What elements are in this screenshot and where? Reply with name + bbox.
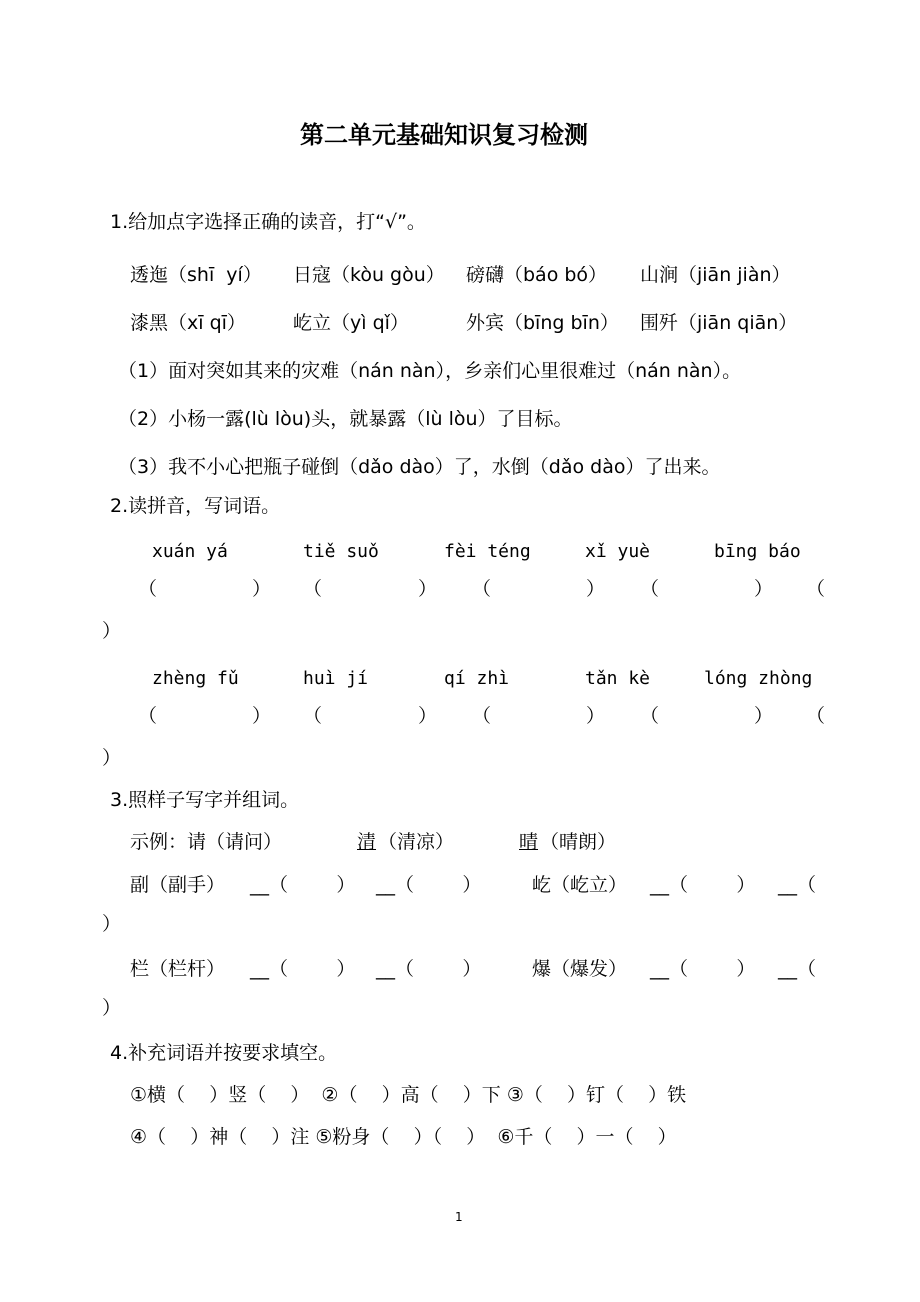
answer-blank-open[interactable]: （	[640, 578, 660, 600]
q1-option-8: 围歼（jiān qiān）	[640, 312, 798, 334]
answer-blank-close: ）	[754, 578, 774, 600]
q4-line-1: ①横（ ）竖（ ） ②（ ）高（ ）下 ③（ ）钉（ ）铁	[130, 1084, 687, 1106]
pinyin-item: lóng zhòng	[704, 668, 813, 689]
pinyin-item: tiě suǒ	[303, 541, 379, 562]
q1-option-4: 山涧（jiān jiàn）	[640, 264, 791, 286]
q4-line-2: ④（ ）神（ ）注 ⑤粉身（ ）（ ） ⑥千（ ）一（ ）	[130, 1126, 677, 1148]
q3-answer-blank[interactable]: __（	[778, 874, 817, 896]
pinyin-item: fèi téng	[444, 541, 531, 562]
question-3-heading: 3.照样子写字并组词。	[110, 789, 300, 811]
q3-blank-close: ）	[102, 997, 122, 1019]
q1-option-2: 日寇（kòu gòu）	[293, 264, 445, 286]
answer-blank-open[interactable]: （	[472, 578, 492, 600]
answer-blank-close: ）	[586, 578, 606, 600]
pinyin-item: tǎn kè	[585, 668, 651, 689]
pinyin-item: xuán yá	[152, 541, 228, 562]
answer-blank-close: ）	[252, 578, 272, 600]
answer-blank-open[interactable]: （	[138, 578, 158, 600]
q1-option-6: 屹立（yì qǐ）	[293, 312, 409, 334]
q3-base-word: 栏（栏杆）	[130, 958, 226, 980]
question-1-heading: 1.给加点字选择正确的读音，打“√”。	[110, 211, 426, 233]
page-title: 第二单元基础知识复习检测	[300, 121, 588, 149]
answer-blank-close: ）	[252, 705, 272, 727]
q3-base-word: 屹（屹立）	[532, 874, 628, 896]
answer-blank-close: ）	[418, 705, 438, 727]
example-char-2: 晴	[519, 831, 539, 853]
example-label: 示例：请（请问）	[130, 831, 283, 853]
pinyin-item: xǐ yuè	[585, 541, 651, 562]
q1-option-7: 外宾（bīng bīn）	[466, 312, 619, 334]
pinyin-item: zhèng fǔ	[152, 668, 239, 689]
q3-answer-blank[interactable]: __（ ）	[250, 874, 356, 896]
q3-answer-blank[interactable]: __（ ）	[376, 874, 482, 896]
question-4-heading: 4.补充词语并按要求填空。	[110, 1042, 338, 1064]
answer-blank-close: ）	[418, 578, 438, 600]
q3-base-word: 爆（爆发）	[532, 958, 628, 980]
q3-blank-close: ）	[102, 913, 122, 935]
answer-blank-open[interactable]: （	[303, 705, 323, 727]
answer-blank-open[interactable]: （	[472, 705, 492, 727]
answer-blank-close: ）	[102, 620, 122, 642]
q1-option-3: 磅礴（báo bó）	[466, 264, 608, 286]
q3-answer-blank[interactable]: __（ ）	[250, 958, 356, 980]
answer-blank-open[interactable]: （	[640, 705, 660, 727]
example-char-1: 清	[357, 831, 377, 853]
q3-answer-blank[interactable]: __（ ）	[650, 874, 756, 896]
q3-answer-blank[interactable]: __（ ）	[376, 958, 482, 980]
q3-answer-blank[interactable]: __（	[778, 958, 817, 980]
pinyin-item: huì jí	[303, 668, 369, 689]
answer-blank-open[interactable]: （	[806, 705, 826, 727]
example-word-1: （清凉）	[378, 831, 455, 853]
answer-blank-open[interactable]: （	[806, 578, 826, 600]
pinyin-item: bīng báo	[714, 541, 801, 562]
example-word-2: （晴朗）	[540, 831, 617, 853]
q3-answer-blank[interactable]: __（ ）	[650, 958, 756, 980]
answer-blank-open[interactable]: （	[303, 578, 323, 600]
answer-blank-close: ）	[586, 705, 606, 727]
answer-blank-close: ）	[754, 705, 774, 727]
answer-blank-close: ）	[102, 747, 122, 769]
q1-option-1: 透迤（shī yí）	[130, 264, 262, 286]
q1-sentence-2: （2）小杨一露(lù lòu)头，就暴露（lù lòu）了目标。	[118, 408, 573, 430]
page-number: 1	[455, 1210, 463, 1224]
q1-sentence-1: （1）面对突如其来的灾难（nán nàn），乡亲们心里很难过（nán nàn）。	[118, 360, 742, 382]
answer-blank-open[interactable]: （	[138, 705, 158, 727]
q1-sentence-3: （3）我不小心把瓶子碰倒（dǎo dào）了，水倒（dǎo dào）了出来。	[118, 456, 721, 478]
q1-option-5: 漆黑（xī qī）	[130, 312, 246, 334]
q3-base-word: 副（副手）	[130, 874, 226, 896]
pinyin-item: qí zhì	[444, 668, 510, 689]
question-2-heading: 2.读拼音，写词语。	[110, 495, 281, 517]
